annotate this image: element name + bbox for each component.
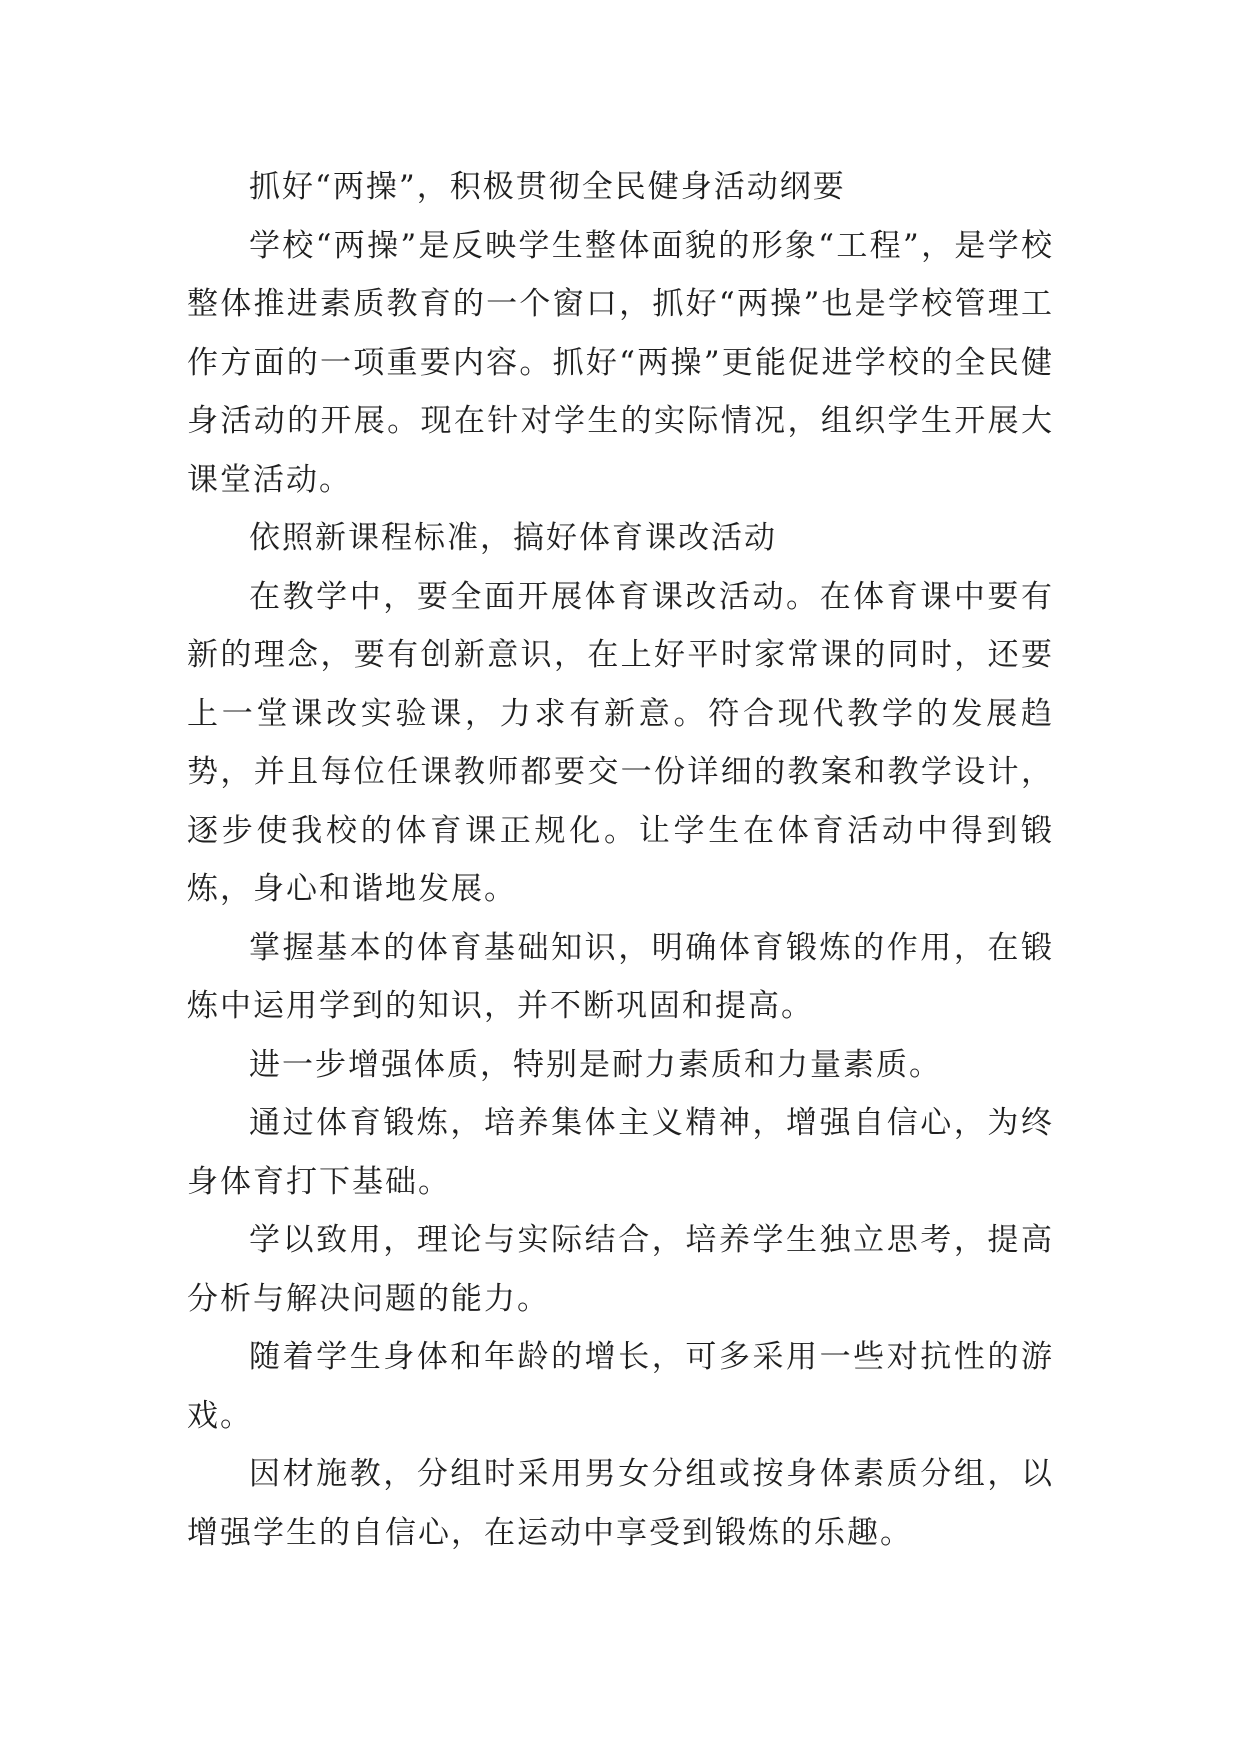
paragraph-curriculum-reform: 在教学中，要全面开展体育课改活动。在体育课中要有新的理念，要有创新意识，在上好平时家常课的同时，还要上一堂课改实验课，力求有新意。符合现代教学的发展趋势，并且每位任课教师都要交一份详细的教案和教学设计，逐步使我校的体育课正规化。让学生在体育活动中得到锻炼，身心和谐地发展。 bbox=[187, 578, 1054, 907]
heading-two-exercises: 抓好“两操”，积极贯彻全民健身活动纲要 bbox=[249, 169, 846, 205]
paragraph-individualized-teaching: 因材施教，分组时采用男女分组或按身体素质分组，以增强学生的自信心，在运动中享受到锻炼的乐趣。 bbox=[187, 1456, 1054, 1551]
paragraph-physical-fitness: 进一步增强体质，特别是耐力素质和力量素质。 bbox=[249, 1046, 942, 1083]
heading-curriculum-reform: 依照新课程标准，搞好体育课改活动 bbox=[249, 520, 777, 556]
paragraph-two-exercises: 学校“两操”是反映学生整体面貌的形象“工程”，是学校整体推进素质教育的一个窗口，抓好“两操”也是学校管理工作方面的一项重要内容。抓好“两操”更能促进学校的全民健身活动的开展。现在针对学生的实际情况，组织学生开展大课堂活动。 bbox=[187, 227, 1054, 498]
document-body bbox=[187, 158, 1054, 1562]
paragraph-apply-learning: 学以致用，理论与实际结合，培养学生独立思考，提高分析与解决问题的能力。 bbox=[187, 1222, 1054, 1317]
paragraph-competitive-games: 随着学生身体和年龄的增长，可多采用一些对抗性的游戏。 bbox=[187, 1339, 1054, 1434]
paragraph-collective-spirit: 通过体育锻炼，培养集体主义精神，增强自信心，为终身体育打下基础。 bbox=[187, 1105, 1054, 1200]
paragraph-basic-knowledge: 掌握基本的体育基础知识，明确体育锻炼的作用，在锻炼中运用学到的知识，并不断巩固和提高。 bbox=[187, 929, 1054, 1024]
